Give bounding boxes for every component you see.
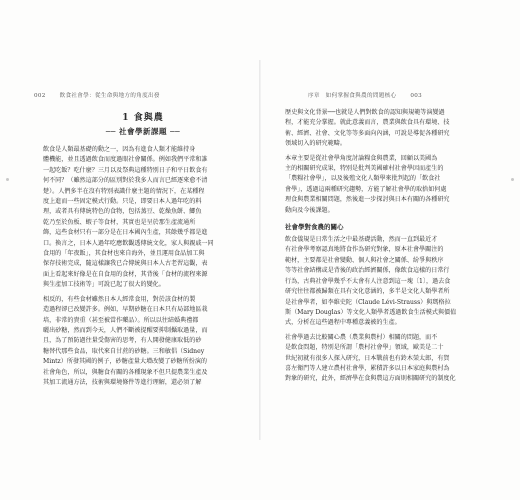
book-gutter: [259, 60, 261, 440]
right-running-head: [308, 91, 422, 99]
text-line: 喜左衛門等人建立農村社會學，累積許多以日本家庭與農村為: [285, 364, 450, 372]
text-line: 範材，主要都是社會變動、個人與社會之關係、紛爭與秩序: [285, 256, 444, 264]
text-line: 理，或者具有傳統特色的食物，包括蒸豆、乾燥魚餅、鯽魚: [43, 208, 202, 216]
text-line: 式，分析在這些過程中專種意義被的生產。: [285, 319, 401, 327]
text-line: 相反的，有些食材雖然日本人經常食用，對於該食材的製: [43, 295, 196, 303]
text-line: 飾，這些食材只有一部分是在日本國內生產，其餘幾乎都是進: [43, 229, 208, 237]
text-line: 社會角色，所以，與糖食有關的各種現象不但只提農業生產及: [43, 368, 208, 376]
chapter-title: 1 食與農: [122, 113, 164, 123]
text-line: 飲食儀規是日常生活之中最基礎活動，然而一直到最近才: [285, 236, 438, 244]
text-line: 有社會學考察認真地將食作為研究對象，原本社會學關注的: [285, 246, 444, 254]
left-running-head: [34, 91, 160, 99]
margin-dot-left: [6, 178, 9, 181]
section-title: ── 社會學新課題 ──: [105, 127, 181, 136]
right-paragraph-2: [285, 154, 485, 216]
text-line: 其加工流通方法，技術與環境條件等進行理解，還必須了解: [43, 378, 202, 386]
text-line: 社會學過去比較關心農（農業與農村）相關的問題，而不: [285, 333, 438, 341]
text-line: 對象的研究，此外，經濟學在食與農這方面則相關研究的制度化: [285, 375, 456, 383]
right-running-title: 序章 如何掌握食與農的問題核心: [308, 93, 397, 99]
text-line: 領域切入的研究範疇。: [285, 140, 346, 148]
text-line: 斯（Mary Douglas）等文化人類學者透過飲食生活模式與價值: [285, 308, 457, 316]
left-running-title: 飲食社會學：從生命與地方的角度出發: [59, 93, 160, 99]
text-line: 與生產加工技術等」可說已起了很大的變化。: [43, 281, 165, 289]
text-line: 糖替代那些食品，取代來自甘蔗的砂糖。三和敏倡（Sidney: [43, 347, 205, 355]
text-line: 度上進而一些固定模式行動。只是，即要日本人過年吃的料: [43, 198, 202, 206]
text-line: 本章主要是從社會學角度討論糧食與農業，回顧以美國為: [285, 154, 438, 162]
text-line: 主的相關研究成果，特別是批判美國確村社會學因而產生的: [285, 165, 444, 173]
text-line: 會學」，透過這兩種研究趨勢，方能了解社會學的取捨如何處: [285, 185, 447, 193]
right-paragraph-3: [285, 235, 485, 329]
text-line: 行為，古典社會學幾乎不太會有人注意到這一塊〔1〕，過去食: [285, 277, 451, 285]
text-line: 研究往往都被歸類在具有文化意涵的，多半是文化人類學者所: [285, 288, 450, 296]
text-line: 程，才能充分掌握。就此意義而言，農業與飲食具有環境、技: [285, 119, 450, 127]
right-page-number: 003: [410, 93, 422, 99]
text-line: 理食與農業相關問題，然後進一步探討與日本有關的各種研究: [285, 196, 450, 204]
text-line: 歷史與文化背景──也就是人們對飲食的認知與規範等演變過: [285, 109, 445, 116]
text-line: 造過程卻已改變許多。例如，早期砂糖在日本只有局部地區栽: [43, 306, 208, 314]
text-line: 世紀初就有很多人探入研究，日本戰前也有鈴木榮太郎，有賀: [285, 354, 450, 362]
left-page-number: 002: [34, 93, 46, 99]
text-line: 體機能，並且透過飲食而度過眼社會關係。例如我們平常和誰: [43, 156, 208, 164]
text-line: 等等社會結構或是背後的政治經濟關係，像飲食這樣的日常行: [285, 267, 450, 275]
text-line: 乾乃至於魚板、蝦子等食材，其實也是呈於那生產流通所: [43, 218, 196, 226]
text-line: 飲食是人類最基礎的動之一，因為有進食人類才能維持身: [43, 146, 196, 153]
left-page: [43, 108, 243, 392]
text-line: 是飲食問題，特別是所謂「農村社會學」領域，歐美是二十: [285, 344, 444, 352]
text-line: Mintz）所發其國的例子，砂糖產量大增改變了砂糖所扮演的: [43, 358, 208, 366]
text-line: 面上看起來好像是在自食用的食材，其背後「食材的流程來源: [43, 270, 208, 278]
subheading: 社會學對食農的關心: [285, 223, 344, 232]
right-paragraph-1: [285, 108, 485, 150]
text-line: 動向及今後課題。: [285, 206, 334, 214]
left-paragraph-1: [43, 145, 243, 291]
text-line: 一起吃飯？吃什麼？三月以及祭典這種特別日子和平日飲食有: [43, 166, 208, 174]
left-paragraph-2: [43, 295, 243, 389]
text-line: 保存技術完成，隨這樣讓我已合傳統與日本人古老習這觀，表: [43, 260, 208, 268]
text-line: 「農糧社會學」，以及後殖文化人類學來批判起的「飲食社: [285, 175, 441, 183]
text-line: 是社會學者，如李維史陀（Claude Lévi-Strauss）與瑪格拉: [285, 298, 451, 306]
margin-dot-right: [511, 178, 514, 181]
text-line: 術、經濟、社會、文化等等多面向內涵，可說是導促各種研究: [285, 129, 450, 137]
text-line: 培，非常的貴重（甚至被當作藥品）。所以以往結婚典禮都: [43, 316, 199, 324]
right-paragraph-4: [285, 333, 485, 385]
text-line: 曬出砂糖，然而到今天，人們不斷被提醒要抑制攝取過量，而: [43, 326, 208, 334]
text-line: 楚）。人們多半在沒有特別表識什麼主題的情況下，在某種程: [43, 187, 205, 195]
text-line: 口。換言之，日本人過年吃應飲觀透傳統文化，家人與親戚一同: [43, 239, 214, 247]
text-line: 食用的「年夜飯」，其食材也來自海外，並且運用食品加工與: [43, 250, 205, 258]
text-line: 何不同？（雖然這部分的區別對於我多人而言已經逐來愈不清: [43, 177, 208, 185]
right-page: [285, 108, 485, 389]
text-line: 且，為了預防過往量受傷害的思考，有人開發健康取低的砂: [43, 337, 202, 345]
